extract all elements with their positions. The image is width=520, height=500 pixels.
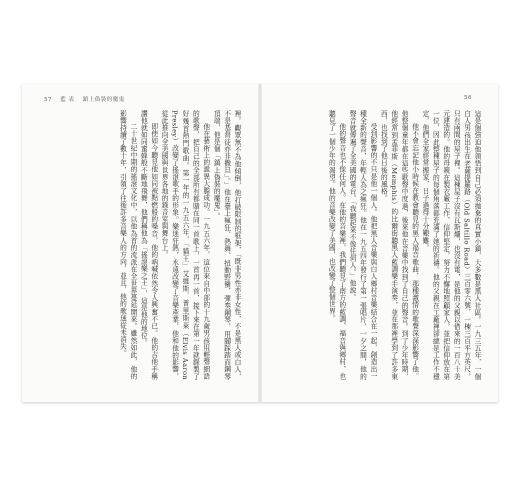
running-title: 鎮上偽裝的魔鬼	[82, 97, 125, 103]
paragraph: 二十世紀中期的搖滾文化中，以他為首的流派在全世界蔓延開來。雖然如此，他的影響持續了數十年，引領了往後許多音樂人的方向，並且，他的歌迷從未消失。	[118, 110, 137, 380]
section-name: 藍 表	[60, 97, 75, 103]
right-page-header	[464, 95, 478, 101]
paragraph: 裡。觀眾無不為他傾倒，他打破限制的框架，「既非男性亦非女性，不是黑人或白人，不是基督徒亦非撒旦」。」他在臺上瘋狂、熱舞、扭動野蠻，彈奏鋼琴，用腳踩踏而鋼琴頂端，他是個「鎮上偽裝的魔鬼」。	[212, 110, 241, 380]
paragraph: 這是個強迫他領悟到自己必須拋棄的真實小鎮，大多數是黑人社區。一九三五年，一個白人男孩出生在老薩提羅路（Old Saltillo Road）三百零六號，一棟三百平方英尺，只有兩間的屋子裡。這棟屋子沒有瓦斯爐，也沒有電，是他的父親以借來的一百八十美元建造的。他的母親在製衣廠工作，信仰堅定，努力不懈地照顧家人，並把信仰放在第一位，因此整棟屋子的每個角落都充滿了她的祈禱。他的父親在工廠裡卻總是工作不穩定，他們全家經常搬家，日子過得十分艱難。	[420, 110, 481, 380]
paragraph: 他在藝術上的詭異大膽成功。一九五六年，這位來自中部的十九歲男孩用輕聲細語的歌聲，把自己的全部所有都賭在同一首歌上，一首再一首，接下來在第一年就錄製了好幾首熱門歌曲。第一年的一九五六年，「貓王」艾維斯．普里斯萊（Elvis Aaron Presley）改變了搖滾歌手的形象。樂迷狂熱，永遠改變了音樂產業，他和他的影響，從此推向全美國與世界各地的錄音室與舞台上。	[160, 110, 210, 380]
paragraph: 他的聲音也不像任何人。在他的音樂裡，我們聽見了南方的藍調、福音與鄉村，也聽見了一個少年的渴望。他的音樂改變了美國，也改變了整個世界。	[327, 110, 346, 380]
left-page	[22, 84, 260, 402]
right-page	[260, 84, 498, 402]
paragraph: 即使如今聽見他如同被點燃般的嗓音，他的吶喊依然令人興奮不已。他的吉他手稱讚他就如同蜜蜂般不斷地飛舞，他們稱他為「搖滾樂之王」，這是他的地位。	[139, 110, 158, 380]
paragraph: 他不會忘記他小時候在教會聽見的黑人福音歌曲，那種激情的歌聲深深影響了他。他整個童年都在這些歌聲中度過，後來他在音樂中找到了自己的聲音。到了少年時期，他經常到孟菲斯（Memphis）的比爾街聽黑人藍調樂手演奏，並在那裡學到了許多東西，也找到了他日後的風格。	[379, 110, 419, 380]
paragraph: 受到影響的不只是他一個人。他把黑人音樂與白人鄉村音樂結合在一起，創造出一種全新的聲音，年輕人為之瘋狂。他在一九五四年發行了第一張唱片，一夕之間，他的聲音就傳遍了全美國的電台。「我聽起來不像任何人。」他說。	[348, 110, 377, 380]
right-page-text	[282, 110, 482, 380]
book-spread	[22, 84, 498, 402]
left-page-text	[42, 110, 242, 380]
left-page-number: 57	[44, 97, 52, 103]
left-page-header	[44, 95, 131, 103]
right-page-number: 56	[464, 95, 472, 101]
